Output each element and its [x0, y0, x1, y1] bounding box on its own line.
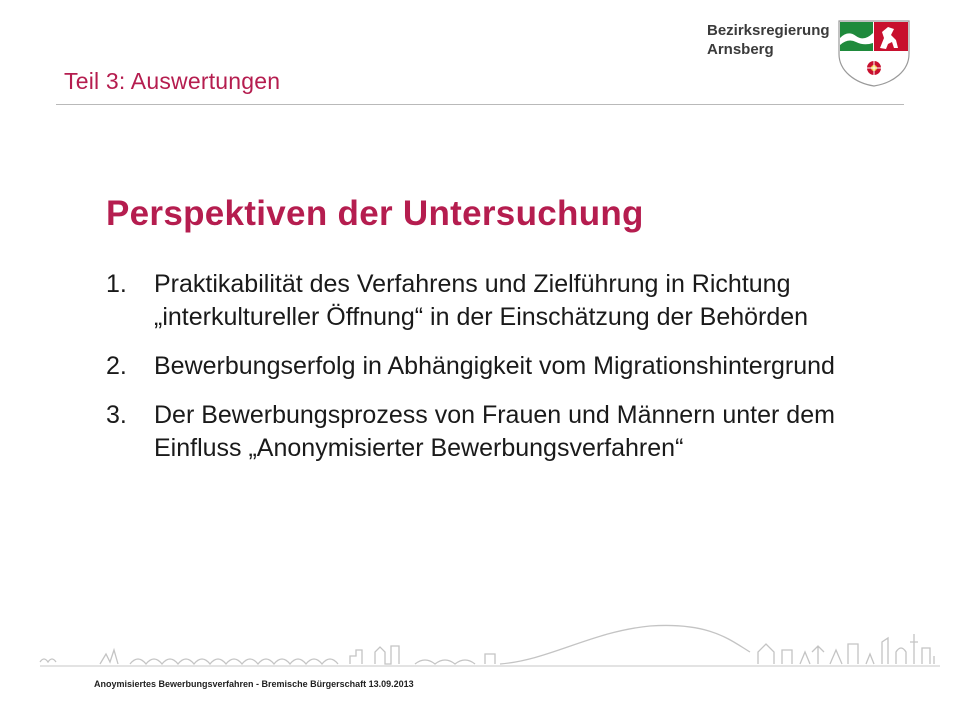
list-item-text: Praktikabilität des Verfahrens und Zielführung in Richtung „interkultureller Öffnung“ in der Einschätzung der Behörden [154, 270, 809, 331]
list-item-number: 1. [106, 270, 127, 298]
section-title: Teil 3: Auswertungen [64, 68, 281, 94]
list-item-number: 3. [106, 401, 127, 429]
header-divider [56, 104, 904, 105]
org-name [707, 21, 830, 59]
slide-heading: Perspektiven der Untersuchung [106, 194, 644, 233]
landscape-skyline-decoration [30, 612, 950, 674]
perspectives-list [106, 268, 926, 481]
list-item-text: Bewerbungserfolg in Abhängigkeit vom Migrationshintergrund [154, 352, 835, 380]
org-name-line1: Bezirksregierung [707, 22, 830, 39]
org-name-line2: Arnsberg [707, 41, 774, 58]
list-item [106, 399, 926, 465]
list-item-text: Der Bewerbungsprozess von Frauen und Männern unter dem Einfluss „Anonymisierter Bewerbungsverfahren“ [154, 401, 835, 462]
nrw-coat-of-arms-icon [836, 18, 912, 88]
list-item [106, 350, 926, 383]
footer-note: Anoymisiertes Bewerbungsverfahren - Bremische Bürgerschaft 13.09.2013 [94, 679, 414, 689]
list-item [106, 268, 926, 334]
list-item-number: 2. [106, 352, 127, 380]
